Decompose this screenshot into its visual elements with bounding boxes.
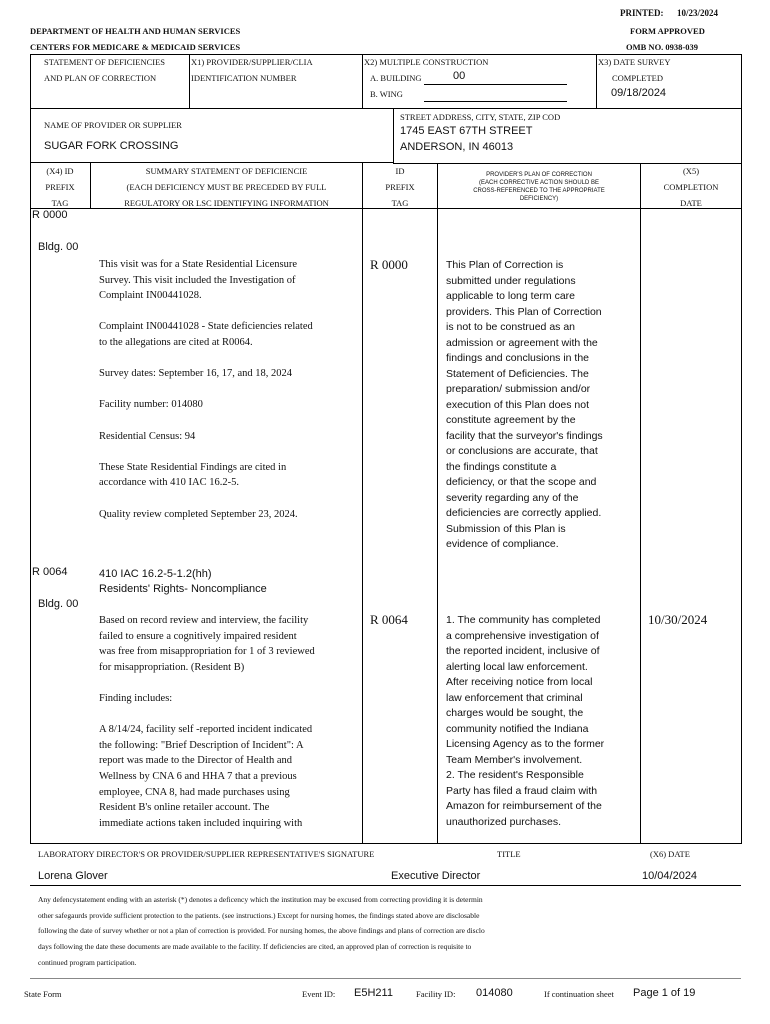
tag-r0064: R 0064 xyxy=(32,566,68,578)
multiple-construction-label: X2) MULTIPLE CONSTRUCTION xyxy=(364,57,489,67)
text-line: Submission of this Plan is xyxy=(446,522,566,535)
text-line: the following: "Brief Description of Incident": A xyxy=(99,739,304,751)
text-line: Licensing Agency as to the former xyxy=(446,738,605,750)
summary-header-line2: (EACH DEFICIENCY MUST BE PRECEDED BY FULL xyxy=(126,182,327,192)
text-line: applicable to long term care xyxy=(446,290,575,302)
centers-title: CENTERS FOR MEDICARE & MEDICAID SERVICES xyxy=(30,42,241,52)
signature-label: LABORATORY DIRECTOR'S OR PROVIDER/SUPPLIER REPRESENTATIVE'S SIGNATURE xyxy=(38,849,375,859)
text-line: submitted under regulations xyxy=(446,274,576,287)
text-line: deficiencies are correctly applied. xyxy=(446,507,602,519)
address-line2: ANDERSON, IN 46013 xyxy=(400,141,514,153)
text-line xyxy=(99,304,313,320)
text-line: This Plan of Correction is xyxy=(446,259,564,271)
state-form-label: State Form xyxy=(24,989,62,999)
text-line: Any defencystatement ending with an asterisk (*) denotes a deficency which the institution may be excused from correcting providing it is determin xyxy=(38,895,483,904)
text-line: findings and conclusions in the xyxy=(446,352,590,364)
text-line: This visit was for a State Residential Licensure xyxy=(99,259,297,270)
text-line xyxy=(99,675,315,691)
address-label: STREET ADDRESS, CITY, STATE, ZIP COD xyxy=(400,112,561,122)
text-line: facility that the surveyor's findings xyxy=(446,429,603,442)
statement-label-line1: STATEMENT OF DEFICIENCIES xyxy=(44,57,166,67)
event-id-label: Event ID: xyxy=(302,989,336,999)
id-r0064: R 0064 xyxy=(370,612,408,627)
text-line: the findings constitute a xyxy=(446,460,557,473)
signature-date: 10/04/2024 xyxy=(642,870,698,882)
poc-header-line4: DEFICIENCY) xyxy=(519,196,559,202)
text-line: is not to be construed as an xyxy=(446,321,575,333)
text-line: community notified the Indiana xyxy=(446,722,589,735)
x6-date-label: (X6) DATE xyxy=(650,849,690,859)
text-line: Facility number: 014080 xyxy=(99,399,203,411)
text-line: a comprehensive investigation of xyxy=(446,629,599,642)
text-line: immediate actions taken included inquiring with xyxy=(99,817,303,829)
text-line xyxy=(99,351,313,367)
statement-label-line2: AND PLAN OF CORRECTION xyxy=(44,73,157,83)
text-line: Wellness by CNA 6 and HHA 7 that a previous xyxy=(99,770,297,782)
text-line: Complaint IN00441028 - State deficiencies related xyxy=(99,321,313,333)
x4-header-line3: TAG xyxy=(51,198,69,208)
provider-id-label-line2: IDENTIFICATION NUMBER xyxy=(191,73,297,83)
continuation-label: If continuation sheet xyxy=(544,989,614,999)
survey-date: 09/18/2024 xyxy=(611,87,667,99)
wing-label: B. WING xyxy=(370,89,403,99)
id-r0000: R 0000 xyxy=(370,257,408,272)
text-line: or conclusions are accurate, that xyxy=(446,445,598,457)
text-line: Based on record review and interview, the facility xyxy=(99,615,309,626)
text-line: following the date of survey whether or not a plan of correction is provided. For nursing homes, the above findings and plans of correction are disclo xyxy=(38,926,485,936)
text-line: Survey. This visit included the Investigation of xyxy=(99,274,296,286)
signer-name: Lorena Glover xyxy=(38,870,108,882)
text-line: preparation/ submission and/or xyxy=(446,383,591,395)
form-approved: FORM APPROVED xyxy=(630,26,705,36)
text-line: employee, CNA 8, had made purchases using xyxy=(99,786,290,798)
text-line: days following the date these documents are made available to the facility. If deficiencies are cited, an approved plan of correction is requisite to xyxy=(38,942,472,952)
text-line xyxy=(99,382,313,398)
text-line: report was made to the Director of Health and xyxy=(99,755,293,767)
completion-date-r0064: 10/30/2024 xyxy=(648,612,708,627)
poc-header-line3: CROSS-REFERENCED TO THE APPROPRIATE xyxy=(473,188,605,194)
facility-id-label: Facility ID: xyxy=(416,989,456,999)
id-header-line3: TAG xyxy=(391,198,409,208)
text-line: admission or agreement with the xyxy=(446,336,598,349)
poc-header-line2: (EACH CORRECTIVE ACTION SHOULD BE xyxy=(478,180,600,186)
text-line: providers. This Plan of Correction xyxy=(446,305,602,318)
text-line: 2. The resident's Responsible xyxy=(446,769,584,781)
signer-title: Executive Director xyxy=(391,870,481,882)
text-line: A 8/14/24, facility self -reported incident indicated xyxy=(99,724,313,736)
wing-underline xyxy=(424,101,567,102)
provider-name-label: NAME OF PROVIDER OR SUPPLIER xyxy=(44,120,182,130)
x4-header-line1: (X4) ID xyxy=(46,166,74,176)
text-line: 1. The community has completed xyxy=(446,614,601,626)
poc-header-line1: PROVIDER'S PLAN OF CORRECTION xyxy=(486,172,592,178)
r0064-regulation: 410 IAC 16.2-5-1.2(hh) xyxy=(99,568,212,580)
omb-number: OMB NO. 0938-039 xyxy=(626,42,699,52)
text-line: Resident B's online retailer account. The xyxy=(99,802,270,814)
bldg-r0000: Bldg. 00 xyxy=(38,241,79,253)
text-line: deficiency, or that the scope and xyxy=(446,476,597,488)
building-label: A. BUILDING xyxy=(370,73,422,83)
x5-header-line2: COMPLETION xyxy=(663,182,719,192)
id-header-line2: PREFIX xyxy=(385,182,415,192)
text-line: charges would be sought, the xyxy=(446,707,584,719)
signature-underline xyxy=(30,885,741,886)
text-line: These State Residential Findings are cited in xyxy=(99,461,287,473)
text-line: Statement of Deficiencies. The xyxy=(446,367,589,380)
text-line: Party has filed a fraud claim with xyxy=(446,784,598,797)
completed-label: COMPLETED xyxy=(612,73,663,83)
text-line: to the allegations are cited at R0064. xyxy=(99,336,253,348)
text-line: continued program participation. xyxy=(38,957,137,967)
provider-id-label-line1: X1) PROVIDER/SUPPLIER/CLIA xyxy=(191,57,313,67)
text-line: the reported incident, inclusive of xyxy=(446,645,600,657)
text-line: constitute agreement by the xyxy=(446,414,576,426)
x5-header-line3: DATE xyxy=(680,198,702,208)
text-line: law enforcement that criminal xyxy=(446,691,583,704)
printed-date: 10/23/2024 xyxy=(677,8,719,18)
printed-label: PRINTED: xyxy=(620,8,664,18)
text-line xyxy=(99,707,315,723)
text-line: failed to ensure a cognitively impaired resident xyxy=(99,630,297,642)
text-line: Team Member's involvement. xyxy=(446,753,583,766)
event-id-value: E5H211 xyxy=(354,987,393,999)
poc-r0064-text xyxy=(446,613,604,830)
date-survey-label: X3) DATE SURVEY xyxy=(598,57,671,67)
summary-header-line1: SUMMARY STATEMENT OF DEFICIENCIE xyxy=(145,166,308,176)
title-label: TITLE xyxy=(497,849,521,859)
building-underline xyxy=(424,84,567,85)
id-header-line1: ID xyxy=(395,166,405,176)
text-line: Finding includes: xyxy=(99,692,173,704)
summary-header-line3: REGULATORY OR LSC IDENTIFYING INFORMATION xyxy=(124,198,329,208)
text-line: for misappropriation. (Resident B) xyxy=(99,661,245,673)
tag-r0000: R 0000 xyxy=(32,209,68,221)
text-line: After receiving notice from local xyxy=(446,676,593,688)
footer-divider xyxy=(30,978,741,979)
text-line xyxy=(99,444,313,460)
building-value: 00 xyxy=(453,70,466,82)
bldg-r0064: Bldg. 00 xyxy=(38,598,79,610)
text-line: unauthorized purchases. xyxy=(446,815,561,828)
r0000-findings-text xyxy=(99,257,313,522)
text-line: severity regarding any of the xyxy=(446,491,579,504)
text-line: was free from misappropriation for 1 of 3 reviewed xyxy=(99,646,315,658)
text-line: other safegaurds provide sufficient protection to the patients. (see instructions.) Except for nursing homes, the findings stated above are disclosable xyxy=(38,910,480,920)
poc-r0000-text xyxy=(446,258,603,553)
text-line: alerting local law enforcement. xyxy=(446,660,588,673)
page-number: Page 1 of 19 xyxy=(633,987,696,999)
text-line: Amazon for reimbursement of the xyxy=(446,800,602,812)
text-line: accordance with 410 IAC 16.2-5. xyxy=(99,477,239,489)
text-line xyxy=(99,491,313,507)
facility-id-value: 014080 xyxy=(476,987,513,999)
x5-header-line1: (X5) xyxy=(682,166,700,176)
text-line: Survey dates: September 16, 17, and 18, 2024 xyxy=(99,368,293,380)
department-title: DEPARTMENT OF HEALTH AND HUMAN SERVICES xyxy=(30,26,241,36)
text-line: evidence of compliance. xyxy=(446,538,559,550)
disclaimer-text xyxy=(38,892,485,971)
text-line xyxy=(99,413,313,429)
address-line1: 1745 EAST 67TH STREET xyxy=(400,125,533,137)
text-line: Quality review completed September 23, 2024. xyxy=(99,508,298,520)
provider-name: SUGAR FORK CROSSING xyxy=(44,140,179,152)
text-line: Complaint IN00441028. xyxy=(99,290,202,302)
text-line: Residential Census: 94 xyxy=(99,430,196,442)
text-line: execution of this Plan does not xyxy=(446,398,590,411)
r0064-findings-text xyxy=(99,613,315,831)
r0064-title: Residents' Rights- Noncompliance xyxy=(99,583,267,595)
x4-header-line2: PREFIX xyxy=(45,182,75,192)
